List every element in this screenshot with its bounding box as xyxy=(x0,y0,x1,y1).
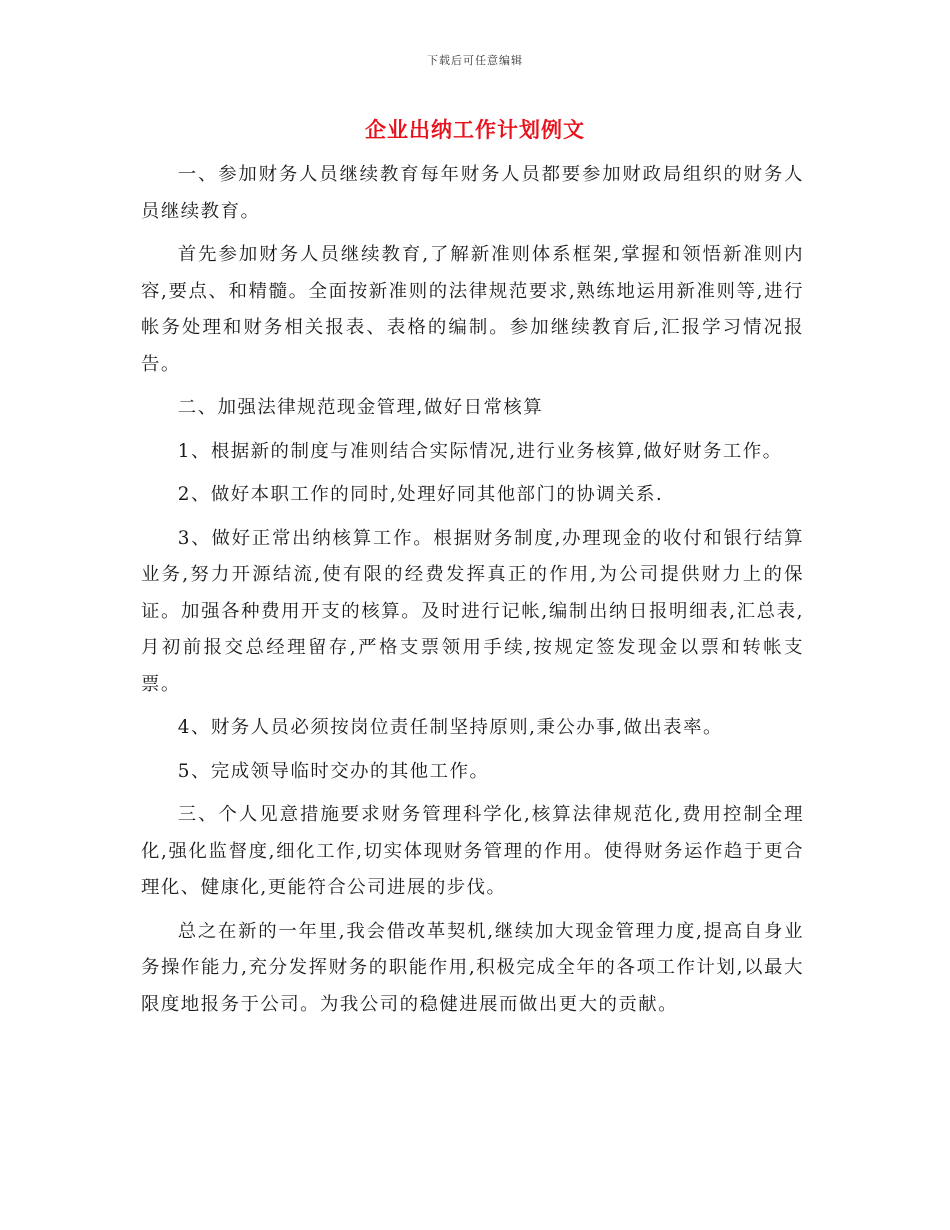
paragraph-9: 三、个人见意措施要求财务管理科学化,核算法律规范化,费用控制全理化,强化监督度,细化工作,切实体现财务管理的作用。使得财务运作趋于更合理化、健康化,更能符合公司进展的步伐。 xyxy=(141,804,804,898)
document-title: 企业出纳工作计划例文 xyxy=(365,117,585,142)
paragraph-7: 4、财务人员必须按岗位责任制坚持原则,秉公办事,做出表率。 xyxy=(177,717,723,738)
paragraph-4: 1、根据新的制度与准则结合实际情况,进行业务核算,做好财务工作。 xyxy=(177,440,783,462)
paragraph-8: 5、完成领导临时交办的其他工作。 xyxy=(177,760,490,782)
header-note: 下载后可任意编辑 xyxy=(427,54,523,67)
paragraph-6: 3、做好正常出纳核算工作。根据财务制度,办理现金的收付和银行结算业务,努力开源结流,使有限的经费发挥真正的作用,为公司提供财力上的保证。加强各种费用开支的核算。及时进行记帐,编制出纳日报明细表,汇总表,月初前报交总经理留存,严格支票领用手续,按规定签发现金以票和转帐支票。 xyxy=(141,527,804,695)
paragraph-5: 2、做好本职工作的同时,处理好同其他部门的协调关系. xyxy=(177,484,664,505)
paragraph-2: 首先参加财务人员继续教育,了解新准则体系框架,掌握和领悟新准则内容,要点、和精髓。全面按新准则的法律规范要求,熟练地运用新准则等,进行帐务处理和财务相关报表、表格的编制。参加继续教育后,汇报学习情况报告。 xyxy=(141,244,804,375)
paragraph-3: 二、加强法律规范现金管理,做好日常核算 xyxy=(177,397,544,418)
paragraph-10: 总之在新的一年里,我会借改革契机,继续加大现金管理力度,提高自身业务操作能力,充分发挥财务的职能作用,积极完成全年的各项工作计划,以最大限度地报务于公司。为我公司的稳健进展而做出更大的贡献。 xyxy=(141,920,804,1015)
paragraph-1: 一、参加财务人员继续教育每年财务人员都要参加财政局组织的财务人员继续教育。 xyxy=(141,164,804,222)
document-body xyxy=(141,157,804,1030)
